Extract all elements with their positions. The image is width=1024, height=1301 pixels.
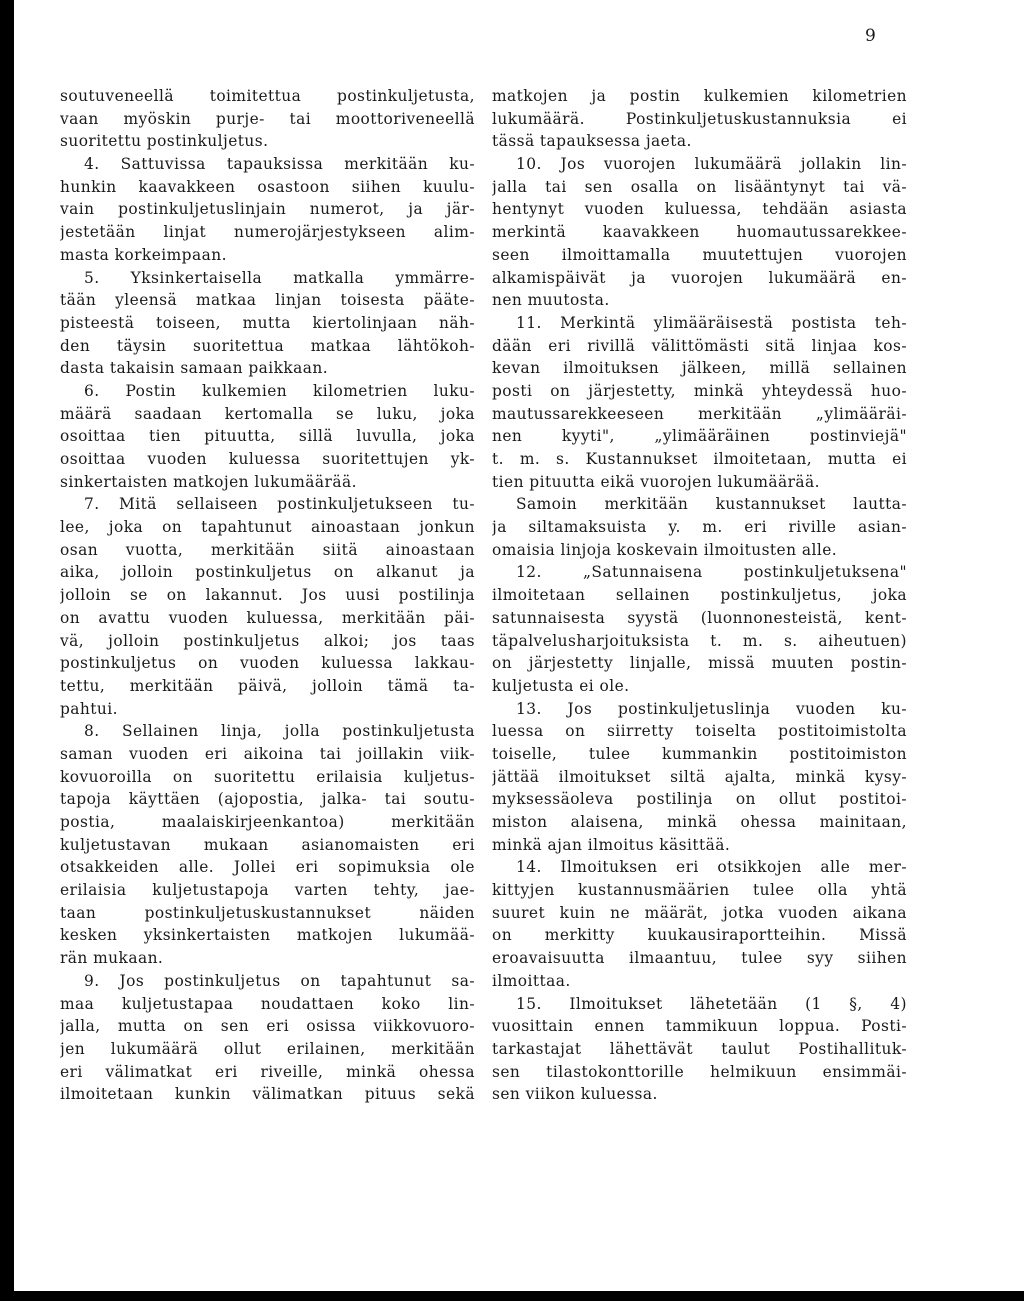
text-line: osan vuotta, merkitään siitä ainoastaan [60, 540, 475, 559]
text-line: rän mukaan. [60, 949, 164, 968]
text-column-left [60, 85, 475, 1106]
text-line: vain postinkuljetuslinjain numerot, ja jär- [60, 200, 475, 219]
text-line: myksessäoleva postilinja on ollut postitoi- [492, 790, 907, 809]
text-line: otsakkeiden alle. Jollei eri sopimuksia ole [60, 858, 475, 877]
text-line: 15. Ilmoitukset lähetetään (1 §, 4) [516, 994, 907, 1013]
text-line: postinkuljetus on vuoden kuluessa lakkau- [60, 654, 475, 673]
text-line: jen lukumäärä ollut erilainen, merkitään [60, 1039, 475, 1058]
text-line: lukumäärä. Postinkuljetuskustannuksia ei [492, 109, 907, 128]
text-line: kevan ilmoituksen jälkeen, millä sellainen [492, 359, 907, 378]
text-line: alkamispäivät ja vuorojen lukumäärä en- [492, 268, 907, 287]
text-line: tarkastajat lähettävät taulut Postihallituk- [492, 1039, 907, 1058]
text-line: toiselle, tulee kummankin postitoimiston [492, 744, 907, 763]
text-line: 11. Merkintä ylimääräisestä postista teh- [516, 313, 907, 332]
text-line: jättää ilmoitukset siltä ajalta, minkä kysy- [492, 767, 907, 786]
text-line: minkä ajan ilmoitus käsittää. [492, 835, 731, 854]
text-line: omaisia linjoja koskevain ilmoitusten alle. [492, 540, 838, 559]
text-column-right [492, 85, 907, 1106]
text-line: maa kuljetustapaa noudattaen koko lin- [60, 994, 475, 1013]
text-line: den täysin suoritettua matkaa lähtökoh- [60, 336, 475, 355]
text-line: lee, joka on tapahtunut ainoastaan jonkun [60, 518, 475, 537]
text-line: 5. Yksinkertaisella matkalla ymmärre- [84, 268, 475, 287]
text-line: nen muutosta. [492, 291, 610, 310]
text-line: kuljetusta ei ole. [492, 676, 630, 695]
text-line: erilaisia kuljetustapoja varten tehty, jae- [60, 881, 475, 900]
text-line: dasta takaisin samaan paikkaan. [60, 359, 329, 378]
text-line: ilmoittaa. [492, 971, 571, 990]
text-line: on merkitty kuukausiraportteihin. Missä [492, 926, 907, 945]
scan-edge-bottom [0, 1291, 1024, 1301]
text-line: postia, maalaiskirjeenkantoa) merkitään [60, 813, 475, 831]
text-line: kittyjen kustannusmäärien tulee olla yhtä [492, 881, 907, 900]
text-line: on avattu vuoden kuluessa, merkitään päi- [60, 608, 475, 627]
text-line: osoittaa vuoden kuluessa suoritettujen yk- [60, 450, 475, 468]
page-number: 9 [865, 26, 877, 46]
text-line: osoittaa tien pituutta, sillä luvulla, joka [60, 427, 475, 446]
text-line: Samoin merkitään kustannukset lautta- [516, 495, 907, 514]
text-line: vä, jolloin postinkuljetus alkoi; jos taas [60, 631, 475, 650]
text-line: eri välimatkat eri riveille, minkä ohessa [60, 1062, 475, 1081]
text-line: jestetään linjat numerojärjestykseen alim- [60, 223, 475, 242]
text-line: tään yleensä matkaa linjan toisesta pääte- [60, 291, 475, 310]
text-line: vuosittain ennen tammikuun loppua. Posti- [492, 1017, 907, 1036]
text-line: ilmoitetaan sellainen postinkuljetus, joka [492, 586, 907, 605]
text-line: 7. Mitä sellaiseen postinkuljetukseen tu- [84, 495, 475, 514]
text-line: jalla tai sen osalla on lisääntynyt tai vä- [492, 177, 907, 196]
text-line: suuret kuin ne määrät, jotka vuoden aikana [492, 903, 907, 922]
text-line: mautussarekkeeseen merkitään „ylimääräi- [492, 404, 907, 423]
text-line: 10. Jos vuorojen lukumäärä jollakin lin- [516, 155, 907, 174]
text-line: kuljetustavan mukaan asianomaisten eri [60, 835, 475, 854]
text-line: on järjestetty linjalle, missä muuten postin- [492, 654, 907, 673]
text-line: t. m. s. Kustannukset ilmoitetaan, mutta ei [492, 450, 907, 468]
text-line: saman vuoden eri aikoina tai joillakin viik- [60, 744, 475, 763]
text-line: nen kyyti", „ylimääräinen postinviejä" [492, 427, 907, 446]
text-line: 4. Sattuvissa tapauksissa merkitään ku- [84, 155, 475, 174]
text-line: aika, jolloin postinkuljetus on alkanut ja [60, 563, 475, 582]
text-line: taan postinkuljetuskustannukset näiden [60, 903, 475, 922]
text-line: 12. „Satunnaisena postinkuljetuksena" [516, 563, 907, 582]
scan-edge-left [0, 0, 14, 1301]
text-line: luessa on siirretty toiselta postitoimistolta [492, 722, 907, 741]
text-line: 8. Sellainen linja, jolla postinkuljetusta [84, 722, 475, 741]
text-line: sinkertaisten matkojen lukumäärää. [60, 472, 357, 491]
text-line: dään eri rivillä välittömästi sitä linjaa kos- [492, 336, 907, 355]
text-line: tapoja käyttäen (ajopostia, jalka- tai soutu- [60, 790, 475, 809]
text-line: vaan myöskin purje- tai moottoriveneellä [60, 109, 475, 128]
text-line: täpalvelusharjoituksista t. m. s. aiheutuen) [492, 631, 907, 650]
text-line: kesken yksinkertaisten matkojen lukumää- [60, 926, 475, 945]
text-line: pisteestä toiseen, mutta kiertolinjaan näh- [60, 313, 475, 332]
text-line: soutuveneellä toimitettua postinkuljetusta, [60, 87, 475, 105]
text-line: posti on järjestetty, minkä yhteydessä huo- [492, 381, 907, 400]
text-line: suoritettu postinkuljetus. [60, 132, 269, 151]
text-line: ja siltamaksuista y. m. eri riville asian- [492, 518, 907, 537]
text-line: pahtui. [60, 699, 119, 718]
text-line: ilmoitetaan kunkin välimatkan pituus sekä [60, 1085, 475, 1104]
text-line: hentynyt vuoden kuluessa, tehdään asiasta [492, 200, 907, 219]
text-line: kovuoroilla on suoritettu erilaisia kuljetus- [60, 767, 475, 786]
text-line: masta korkeimpaan. [60, 245, 227, 264]
text-line: hunkin kaavakkeen osastoon siihen kuulu- [60, 177, 475, 196]
text-line: sen tilastokonttorille helmikuun ensimmäi- [492, 1062, 907, 1081]
text-line: 14. Ilmoituksen eri otsikkojen alle mer- [516, 858, 907, 877]
text-line: tässä tapauksessa jaeta. [492, 132, 692, 151]
text-line: eroavaisuutta ilmaantuu, tulee syy siihen [492, 949, 907, 968]
text-line: määrä saadaan kertomalla se luku, joka [60, 404, 475, 423]
text-line: sen viikon kuluessa. [492, 1085, 658, 1104]
text-line: 9. Jos postinkuljetus on tapahtunut sa- [84, 971, 475, 990]
text-line: satunnaisesta syystä (luonnonesteistä, kent- [492, 608, 907, 627]
text-line: tettu, merkitään päivä, jolloin tämä ta- [60, 676, 475, 695]
text-line: jolloin se on lakannut. Jos uusi postilinja [60, 586, 475, 605]
text-line: seen ilmoittamalla muutettujen vuorojen [492, 245, 907, 264]
text-line: jalla, mutta on sen eri osissa viikkovuoro- [60, 1017, 475, 1036]
text-line: matkojen ja postin kulkemien kilometrien [492, 87, 907, 105]
text-line: 13. Jos postinkuljetuslinja vuoden ku- [516, 699, 907, 718]
text-line: merkintä kaavakkeen huomautussarekkee- [492, 223, 907, 242]
text-line: miston alaisena, minkä ohessa mainitaan, [492, 813, 907, 831]
text-line: 6. Postin kulkemien kilometrien luku- [84, 381, 475, 400]
text-line: tien pituutta eikä vuorojen lukumäärää. [492, 472, 821, 491]
